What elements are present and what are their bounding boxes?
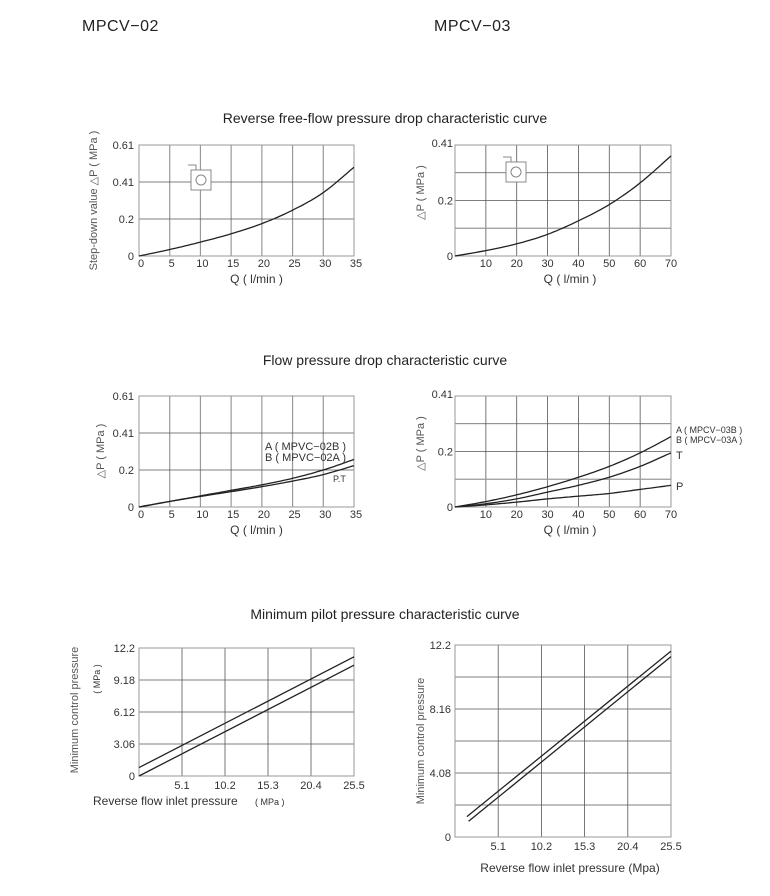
series-line-1 — [455, 453, 671, 507]
series-label-pt: P.T — [333, 474, 346, 484]
x-axis-label: Q ( l/min ) — [230, 523, 283, 537]
x-tick-label: 40 — [572, 509, 585, 521]
series-label-b: B ( MPVC−02A ) — [265, 452, 347, 464]
x-axis-label: Q ( l/min ) — [543, 272, 597, 286]
y-tick-label: 0 — [128, 771, 135, 783]
y-tick-label: 0 — [127, 502, 134, 514]
y-tick-label: 4.08 — [429, 768, 451, 780]
chart-mpcv03-pilot — [415, 640, 682, 875]
x-tick-label: 15.3 — [573, 841, 596, 853]
chart-mpcv02-reverse — [88, 131, 362, 286]
x-tick-label: 10.2 — [530, 841, 553, 853]
x-tick-label: 30 — [541, 258, 554, 270]
series-line-1 — [469, 657, 671, 822]
y-tick-label: 6.12 — [113, 707, 135, 719]
x-tick-label: 60 — [634, 509, 647, 521]
x-tick-label: 25.5 — [660, 841, 682, 853]
x-tick-label: 0 — [137, 509, 145, 521]
x-tick-label: 35 — [349, 258, 363, 270]
x-tick-label: 5.1 — [490, 841, 506, 853]
x-tick-label: 35 — [349, 509, 363, 521]
x-tick-label: 15 — [227, 509, 240, 521]
y-tick-label: 0.41 — [112, 428, 134, 440]
x-tick-label: 30 — [319, 258, 332, 270]
x-axis-label: Reverse flow inlet pressure — [93, 794, 238, 808]
y-tick-label: 0 — [446, 502, 453, 514]
y-tick-label: 0.2 — [118, 465, 134, 477]
y-tick-label: 0.2 — [437, 446, 453, 459]
symbol-line — [503, 157, 511, 162]
section-title-min-pilot-pressure: Minimum pilot pressure characteristic curve — [250, 606, 520, 622]
series-label-b: B ( MPCV−03A ) — [676, 435, 743, 445]
x-tick-label: 30 — [541, 509, 554, 521]
series-line-0 — [455, 437, 671, 507]
y-axis-label: Minimum control pressure — [69, 646, 81, 774]
series-line-1 — [139, 466, 354, 507]
y-tick-label: 8.16 — [429, 704, 451, 716]
x-tick-label: 5 — [168, 509, 175, 521]
y-tick-label: 0 — [444, 832, 451, 844]
section-title-flow-pressure-drop: Flow pressure drop characteristic curve — [262, 352, 508, 368]
y-axis-label: Step-down value △P ( MPa ) — [88, 130, 100, 271]
series-label-t: T — [676, 450, 683, 462]
y-tick-label: 3.06 — [113, 739, 135, 751]
check-valve-symbol-icon — [503, 157, 526, 182]
x-tick-label: 40 — [572, 258, 585, 270]
section-title-reverse-free-flow: Reverse free-flow pressure drop characteristic curve — [222, 110, 548, 126]
x-tick-label: 20 — [257, 509, 270, 521]
y-tick-label: 0.61 — [112, 391, 134, 403]
y-tick-label: 0.2 — [118, 214, 134, 226]
series-line-0 — [139, 459, 354, 507]
series-line-0 — [467, 651, 671, 817]
y-tick-label: 9.18 — [113, 675, 135, 687]
x-tick-label: 20 — [510, 509, 523, 521]
x-tick-label: 25 — [288, 509, 301, 521]
y-tick-label: 0 — [127, 251, 134, 263]
x-tick-label: 70 — [664, 258, 678, 270]
x-tick-label: 10.2 — [214, 780, 236, 792]
x-tick-label: 70 — [664, 509, 678, 521]
x-tick-label: 30 — [319, 509, 332, 521]
chart-mpcv03-flow — [415, 389, 742, 537]
x-tick-label: 10 — [479, 509, 492, 521]
x-tick-label: 10 — [196, 509, 209, 521]
model-title-mpcv-03: MPCV−03 — [434, 18, 511, 35]
chart-mpcv02-flow — [95, 391, 362, 537]
x-axis-label: Q ( l/min ) — [230, 272, 283, 286]
x-tick-label: 25 — [288, 258, 301, 270]
series-line-0 — [139, 167, 354, 256]
x-tick-label: 10 — [479, 258, 492, 270]
check-valve-symbol-icon — [188, 165, 211, 190]
x-tick-label: 20.4 — [617, 841, 639, 853]
y-tick-label: 0 — [446, 251, 453, 263]
y-tick-label: 0.41 — [431, 389, 453, 401]
y-tick-label: 0.41 — [431, 138, 453, 150]
series-label-a: A ( MPVC−02B ) — [265, 441, 347, 453]
x-tick-label: 15.3 — [257, 780, 279, 792]
series-line-0 — [455, 156, 671, 256]
y-tick-label: 0.41 — [112, 177, 134, 189]
y-axis-unit: ( MPa ) — [92, 664, 102, 694]
y-axis-label: Minimum control pressure — [415, 677, 427, 805]
series-label-a: A ( MPCV−03B ) — [676, 425, 743, 435]
y-tick-label: 12.2 — [429, 640, 451, 652]
chart-mpcv02-pilot — [69, 643, 365, 808]
y-tick-label: 0.61 — [112, 140, 134, 152]
x-tick-label: 60 — [634, 258, 647, 270]
x-tick-label: 5.1 — [174, 780, 190, 792]
x-tick-label: 20 — [510, 258, 523, 270]
plot-frame — [139, 145, 354, 256]
model-title-mpcv-02: MPCV−02 — [82, 18, 159, 35]
x-tick-label: 50 — [603, 509, 616, 521]
x-tick-label: 5 — [168, 258, 175, 270]
symbol-line — [188, 165, 196, 170]
y-axis-label: △P ( MPa ) — [415, 165, 427, 220]
chart-mpcv03-reverse — [415, 138, 677, 286]
x-tick-label: 25.5 — [343, 780, 365, 792]
x-axis-label: Q ( l/min ) — [543, 523, 597, 537]
y-tick-label: 12.2 — [113, 643, 135, 655]
y-axis-label: △P ( MPa ) — [415, 416, 427, 471]
x-tick-label: 50 — [603, 258, 616, 270]
y-tick-label: 0.2 — [437, 195, 453, 208]
x-tick-label: 15 — [227, 258, 240, 270]
x-axis-label: Reverse flow inlet pressure (Mpa) — [480, 861, 660, 875]
x-tick-label: 20.4 — [300, 780, 322, 792]
x-tick-label: 10 — [196, 258, 209, 270]
series-line-1 — [139, 665, 354, 776]
y-axis-label: △P ( MPa ) — [95, 423, 107, 479]
symbol-box — [191, 170, 211, 190]
symbol-box — [506, 162, 526, 182]
series-label-p: P — [676, 481, 684, 493]
x-tick-label: 20 — [257, 258, 270, 270]
x-tick-label: 0 — [137, 258, 145, 270]
x-axis-unit: ( MPa ) — [255, 797, 285, 807]
